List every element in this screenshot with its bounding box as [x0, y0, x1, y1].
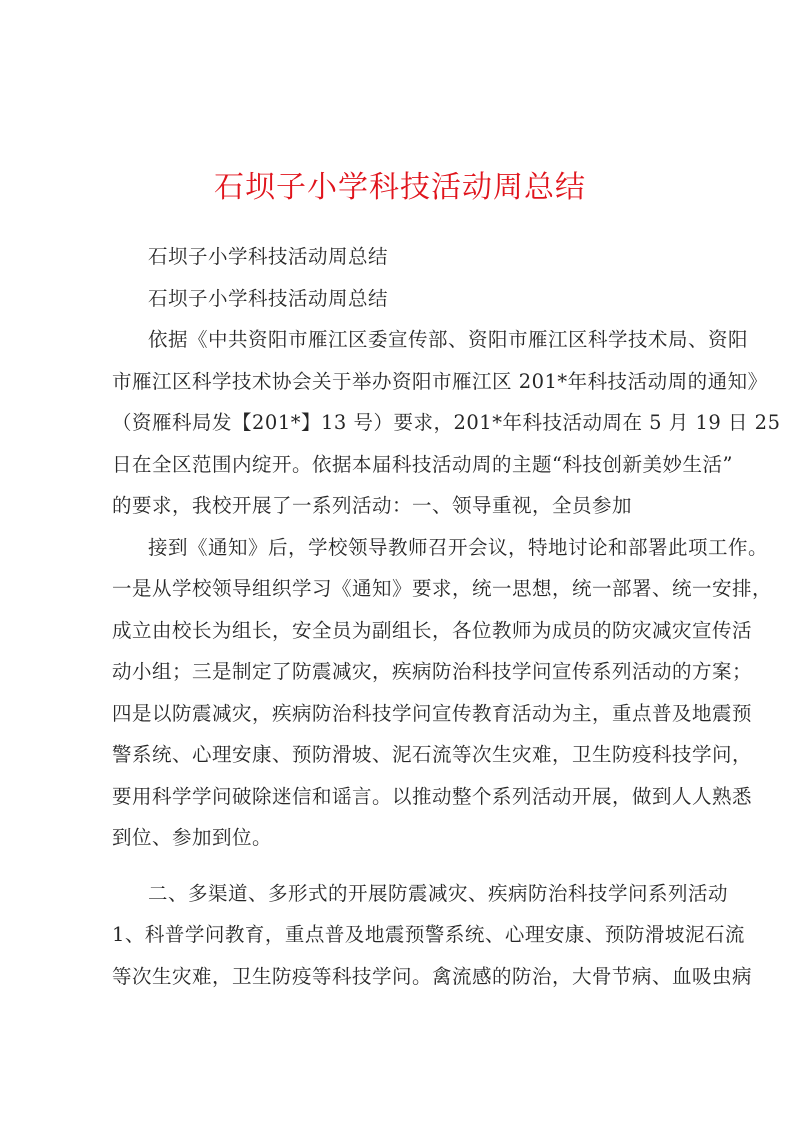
text-line: 动小组；三是制定了防震减灾，疾病防治科技学问宣传系列活动的方案；: [112, 660, 753, 683]
text-line: 接到《通知》后，学校领导教师召开会议，特地讨论和部署此项工作。: [148, 535, 769, 559]
paragraph-intro: [112, 319, 781, 527]
text-line: （资雁科局发【201*】13 号）要求，201*年科技活动周在 5 月 19 日 25: [112, 411, 781, 434]
document-title: 石坝子小学科技活动周总结: [214, 170, 586, 205]
text-line: 市雁江区科学技术协会关于举办资阳市雁江区 201*年科技活动周的通知》: [112, 369, 768, 393]
text-line: 日在全区范围内绽开。依据本届科技活动周的主题“科技创新美妙生活”: [112, 452, 733, 476]
paragraph-leadership: [112, 527, 773, 859]
paragraph-gap: [112, 859, 712, 873]
paragraph-subtitle-2: [112, 278, 712, 320]
text-line: 到位、参加到位。: [112, 826, 273, 849]
text-line: 四是以防震减灾，疾病防治科技学问宣传教育活动为主，重点普及地震预: [112, 701, 753, 725]
text-line: 警系统、心理安康、预防滑坡、泥石流等次生灾难，卫生防疫科技学问，: [112, 743, 753, 766]
text-line: 1、科普学问教育，重点普及地震预警系统、心理安康、预防滑坡泥石流: [112, 923, 745, 946]
text-line: 依据《中共资阳市雁江区委宣传部、资阳市雁江区科学技术局、资阳: [148, 328, 749, 351]
text-line: 二、多渠道、多形式的开展防震减灾、疾病防治科技学问系列活动: [148, 881, 729, 905]
text-line: 成立由校长为组长，安全员为副组长，各位教师为成员的防灾减灾宣传活: [112, 618, 753, 642]
text-line: 石坝子小学科技活动周总结: [148, 245, 389, 268]
text-line: 等次生灾难，卫生防疫等科技学问。禽流感的防治，大骨节病、血吸虫病: [112, 964, 753, 988]
text-line: 的要求，我校开展了一系列活动：一、领导重视，全员参加: [112, 494, 633, 517]
paragraph-subtitle-1: [112, 236, 712, 278]
text-line: 石坝子小学科技活动周总结: [148, 286, 389, 310]
text-line: 一是从学校领导组织学习《通知》要求，统一思想，统一部署、统一安排，: [112, 577, 773, 600]
document-body: [112, 236, 781, 997]
paragraph-activities: [112, 873, 753, 998]
text-line: 要用科学学问破除迷信和谣言。以推动整个系列活动开展，做到人人熟悉: [112, 784, 753, 808]
